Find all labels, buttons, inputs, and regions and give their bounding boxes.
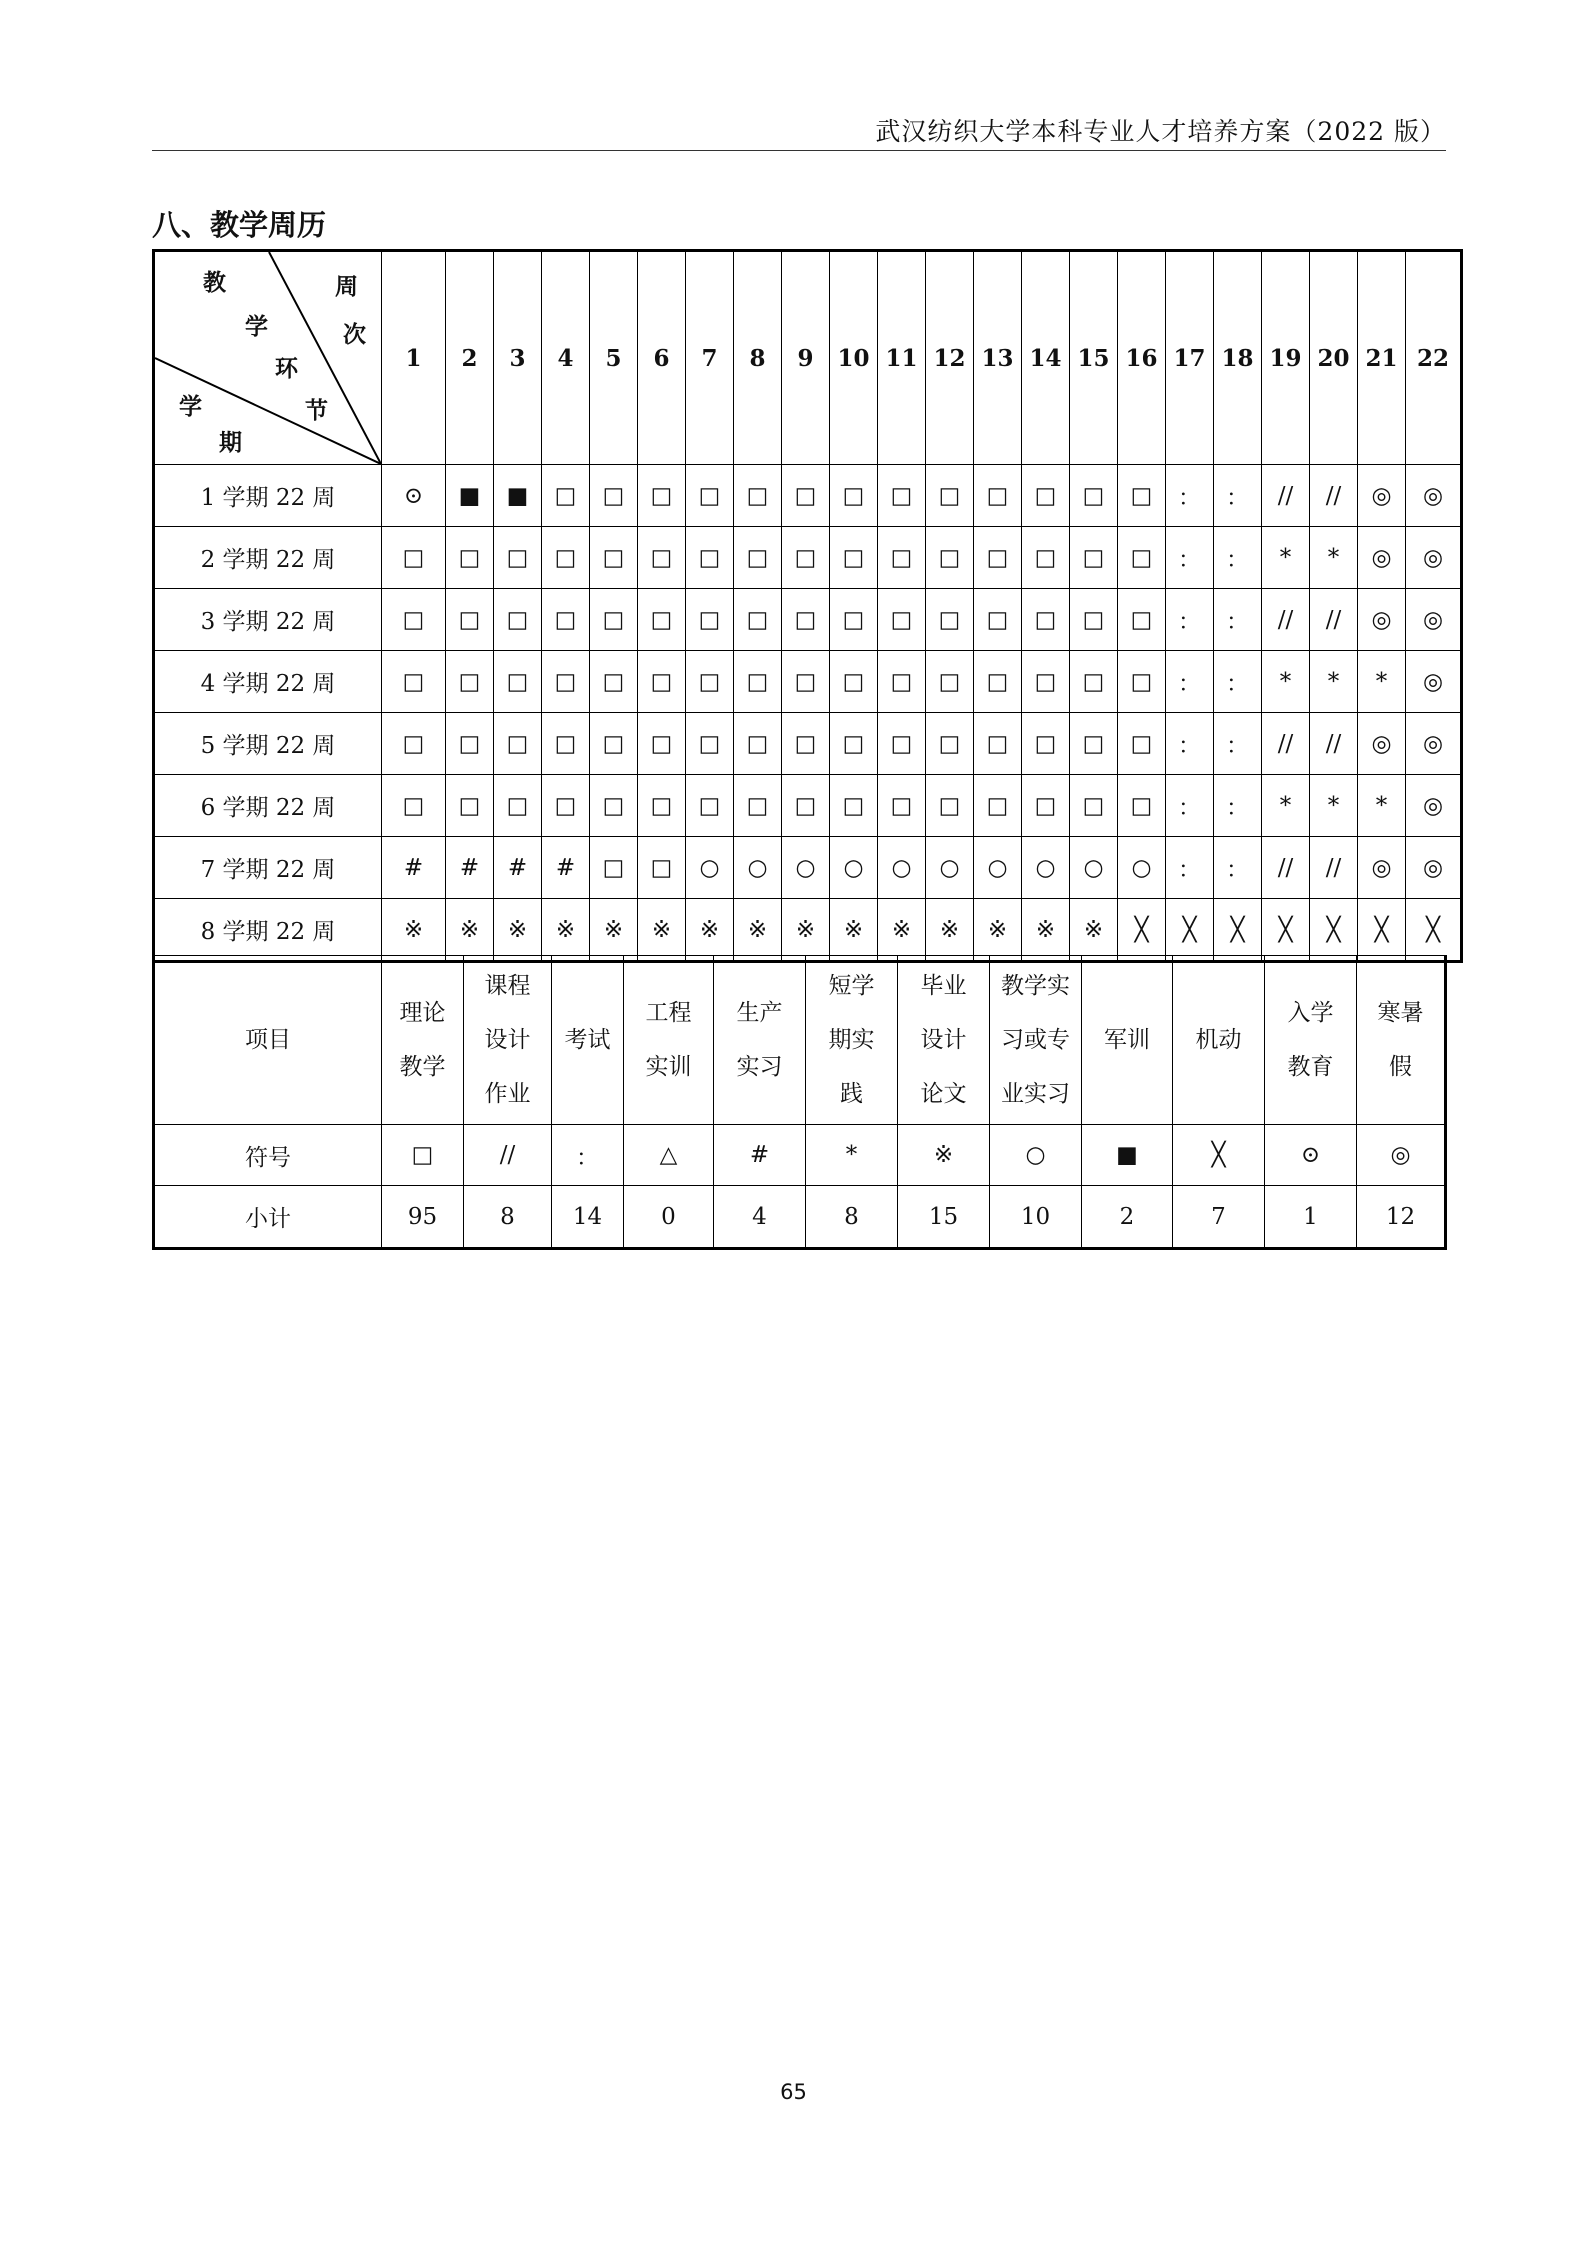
legend-item-symbol: △: [624, 1125, 714, 1186]
corner-label-char: 周: [335, 273, 358, 300]
week-number: 5: [590, 251, 638, 465]
week-activity-cell: ※: [830, 899, 878, 962]
legend-item-name-cell: [990, 956, 1082, 1125]
week-activity-cell: ※: [686, 899, 734, 962]
week-activity-cell: □: [1022, 775, 1070, 837]
week-activity-cell: □: [1022, 651, 1070, 713]
week-activity-cell: □: [830, 713, 878, 775]
week-activity-cell: ╳: [1118, 899, 1166, 962]
legend-row-label-item: 项目: [154, 956, 382, 1125]
legend-item-name: 教学实习或专业实习: [1000, 973, 1070, 1107]
week-activity-cell: *: [1310, 527, 1358, 589]
week-activity-cell: *: [1358, 775, 1406, 837]
week-activity-cell: □: [542, 527, 590, 589]
week-number: 18: [1214, 251, 1262, 465]
week-activity-cell: □: [590, 713, 638, 775]
legend-item-symbol: ：: [552, 1125, 624, 1186]
week-activity-cell: ※: [878, 899, 926, 962]
week-activity-cell: ◎: [1406, 527, 1462, 589]
week-activity-cell: ◎: [1358, 465, 1406, 527]
week-activity-cell: ◎: [1358, 589, 1406, 651]
semester-label: 3 学期 22 周: [154, 589, 382, 651]
corner-label-char: 学: [179, 393, 202, 420]
week-activity-cell: ※: [926, 899, 974, 962]
semester-rows: [154, 465, 1462, 962]
week-activity-cell: ○: [782, 837, 830, 899]
week-number: 20: [1310, 251, 1358, 465]
week-activity-cell: ※: [494, 899, 542, 962]
week-activity-cell: *: [1262, 775, 1310, 837]
week-activity-cell: □: [686, 651, 734, 713]
week-activity-cell: ※: [1022, 899, 1070, 962]
week-activity-cell: □: [926, 527, 974, 589]
week-activity-cell: □: [638, 775, 686, 837]
week-activity-cell: ※: [638, 899, 686, 962]
week-activity-cell: □: [1070, 589, 1118, 651]
legend-item-count: 4: [714, 1186, 806, 1249]
legend-item-name: 工程实训: [645, 1000, 692, 1080]
week-activity-cell: □: [1118, 651, 1166, 713]
week-activity-cell: *: [1262, 527, 1310, 589]
week-activity-cell: ◎: [1406, 713, 1462, 775]
corner-label-char: 期: [219, 429, 242, 456]
week-activity-cell: □: [590, 465, 638, 527]
week-activity-cell: □: [734, 465, 782, 527]
legend-item-name: 生产实习: [736, 1000, 783, 1080]
week-activity-cell: □: [878, 589, 926, 651]
week-number: 1: [382, 251, 446, 465]
week-activity-cell: □: [974, 775, 1022, 837]
week-activity-cell: ■: [494, 465, 542, 527]
week-activity-cell: ：: [1214, 651, 1262, 713]
corner-label-char: 学: [245, 313, 268, 340]
week-activity-cell: □: [494, 651, 542, 713]
legend-item-name: 毕业设计论文: [920, 973, 967, 1107]
week-activity-cell: ◎: [1406, 651, 1462, 713]
legend-item-count: 8: [464, 1186, 552, 1249]
week-activity-cell: □: [1070, 527, 1118, 589]
week-activity-cell: □: [1118, 465, 1166, 527]
legend-item-name-cell: [806, 956, 898, 1125]
week-activity-cell: *: [1358, 651, 1406, 713]
legend-row-label-symbol: 符号: [154, 1125, 382, 1186]
week-activity-cell: ：: [1214, 465, 1262, 527]
legend-item-symbol: ◎: [1357, 1125, 1446, 1186]
corner-label-char: 教: [203, 269, 226, 296]
semester-label: 2 学期 22 周: [154, 527, 382, 589]
semester-row: [154, 775, 1462, 837]
semester-row: [154, 527, 1462, 589]
week-activity-cell: □: [1022, 713, 1070, 775]
week-activity-cell: ◎: [1406, 775, 1462, 837]
semester-row: [154, 465, 1462, 527]
week-activity-cell: #: [542, 837, 590, 899]
teaching-calendar-table: [152, 249, 1463, 963]
document-header-title: 武汉纺织大学本科专业人才培养方案（2022 版）: [875, 117, 1446, 146]
week-activity-cell: □: [382, 713, 446, 775]
legend-item-symbol: ■: [1082, 1125, 1173, 1186]
week-activity-cell: ：: [1166, 775, 1214, 837]
week-activity-cell: □: [638, 651, 686, 713]
week-activity-cell: □: [494, 775, 542, 837]
week-activity-cell: □: [878, 651, 926, 713]
week-activity-cell: □: [382, 589, 446, 651]
week-activity-cell: □: [734, 775, 782, 837]
week-activity-cell: □: [830, 465, 878, 527]
week-activity-cell: □: [734, 713, 782, 775]
week-activity-cell: ：: [1166, 837, 1214, 899]
legend-item-count: 2: [1082, 1186, 1173, 1249]
week-activity-cell: ※: [974, 899, 1022, 962]
legend-row-label-subtotal: 小计: [154, 1186, 382, 1249]
legend-item-symbol: ⊙: [1265, 1125, 1357, 1186]
week-activity-cell: □: [638, 837, 686, 899]
legend-item-count: 15: [898, 1186, 990, 1249]
week-activity-cell: □: [926, 775, 974, 837]
legend-item-name: 考试: [564, 1027, 611, 1053]
week-activity-cell: ╳: [1214, 899, 1262, 962]
week-activity-cell: ◎: [1358, 837, 1406, 899]
legend-item-name: 理论教学: [399, 1000, 446, 1080]
week-activity-cell: □: [830, 651, 878, 713]
week-number: 19: [1262, 251, 1310, 465]
week-activity-cell: //: [1262, 837, 1310, 899]
legend-subtotal-row: [154, 1186, 1446, 1249]
legend-item-count: 95: [382, 1186, 464, 1249]
week-activity-cell: □: [590, 651, 638, 713]
week-activity-cell: ※: [1070, 899, 1118, 962]
week-activity-cell: ○: [686, 837, 734, 899]
semester-row: [154, 837, 1462, 899]
week-activity-cell: □: [782, 651, 830, 713]
week-activity-cell: ：: [1214, 775, 1262, 837]
corner-label-char: 环: [275, 355, 298, 382]
week-activity-cell: □: [542, 713, 590, 775]
week-number: 10: [830, 251, 878, 465]
week-activity-cell: □: [1070, 465, 1118, 527]
week-number: 7: [686, 251, 734, 465]
legend-item-name: 寒暑假: [1377, 1000, 1424, 1080]
week-activity-cell: ◎: [1358, 713, 1406, 775]
week-number: 8: [734, 251, 782, 465]
week-activity-cell: □: [638, 465, 686, 527]
week-activity-cell: □: [542, 651, 590, 713]
legend-item-name: 军训: [1103, 1027, 1150, 1053]
week-activity-cell: □: [494, 713, 542, 775]
week-number: 17: [1166, 251, 1214, 465]
semester-row: [154, 589, 1462, 651]
legend-symbol-row: [154, 1125, 1446, 1186]
week-activity-cell: □: [686, 527, 734, 589]
semester-label: 4 学期 22 周: [154, 651, 382, 713]
week-activity-cell: □: [782, 775, 830, 837]
week-number: 11: [878, 251, 926, 465]
legend-item-name-cell: [382, 956, 464, 1125]
week-number: 3: [494, 251, 542, 465]
legend-item-name-cell: [624, 956, 714, 1125]
week-activity-cell: ○: [1070, 837, 1118, 899]
week-activity-cell: //: [1262, 713, 1310, 775]
legend-item-name: 机动: [1195, 1027, 1242, 1053]
week-activity-cell: ：: [1214, 713, 1262, 775]
week-activity-cell: □: [446, 713, 494, 775]
week-activity-cell: □: [734, 589, 782, 651]
week-activity-cell: □: [1070, 713, 1118, 775]
legend-item-name-cell: [464, 956, 552, 1125]
week-activity-cell: //: [1310, 589, 1358, 651]
week-activity-cell: ◎: [1406, 837, 1462, 899]
diagonal-header-cell: [154, 251, 382, 465]
week-activity-cell: ※: [590, 899, 638, 962]
week-activity-cell: ※: [782, 899, 830, 962]
week-activity-cell: #: [382, 837, 446, 899]
week-number: 22: [1406, 251, 1462, 465]
week-activity-cell: ○: [830, 837, 878, 899]
legend-item-symbol: ○: [990, 1125, 1082, 1186]
week-activity-cell: ○: [926, 837, 974, 899]
week-activity-cell: ○: [878, 837, 926, 899]
week-activity-cell: □: [686, 465, 734, 527]
week-activity-cell: □: [974, 527, 1022, 589]
week-activity-cell: ：: [1214, 527, 1262, 589]
week-activity-cell: □: [926, 465, 974, 527]
week-activity-cell: □: [1022, 589, 1070, 651]
week-activity-cell: //: [1310, 713, 1358, 775]
legend-table: [152, 955, 1447, 1250]
semester-label: 7 学期 22 周: [154, 837, 382, 899]
week-activity-cell: □: [686, 775, 734, 837]
legend-item-name: 入学教育: [1287, 1000, 1334, 1080]
legend-item-name-cell: [898, 956, 990, 1125]
week-activity-cell: □: [382, 527, 446, 589]
week-activity-cell: □: [830, 527, 878, 589]
week-activity-cell: □: [878, 775, 926, 837]
week-activity-cell: □: [638, 527, 686, 589]
week-activity-cell: □: [446, 589, 494, 651]
corner-label-char: 次: [343, 321, 366, 348]
week-activity-cell: ：: [1166, 589, 1214, 651]
week-activity-cell: *: [1310, 651, 1358, 713]
semester-row: [154, 651, 1462, 713]
semester-label: 5 学期 22 周: [154, 713, 382, 775]
week-activity-cell: □: [638, 713, 686, 775]
legend-item-symbol: //: [464, 1125, 552, 1186]
legend-item-count: 14: [552, 1186, 624, 1249]
week-activity-cell: □: [382, 775, 446, 837]
week-activity-cell: □: [830, 775, 878, 837]
week-activity-cell: □: [638, 589, 686, 651]
week-number: 6: [638, 251, 686, 465]
week-activity-cell: □: [782, 589, 830, 651]
week-activity-cell: □: [494, 527, 542, 589]
week-activity-cell: ╳: [1310, 899, 1358, 962]
week-number: 2: [446, 251, 494, 465]
week-activity-cell: □: [1118, 775, 1166, 837]
legend-item-name: 课程设计作业: [484, 973, 531, 1107]
legend-item-count: 10: [990, 1186, 1082, 1249]
week-activity-cell: ╳: [1406, 899, 1462, 962]
week-number: 15: [1070, 251, 1118, 465]
semester-row: [154, 899, 1462, 962]
week-activity-cell: □: [974, 713, 1022, 775]
week-activity-cell: □: [878, 465, 926, 527]
week-activity-cell: □: [926, 651, 974, 713]
week-activity-cell: ※: [542, 899, 590, 962]
week-activity-cell: ╳: [1358, 899, 1406, 962]
week-activity-cell: ○: [1118, 837, 1166, 899]
week-activity-cell: □: [830, 589, 878, 651]
week-activity-cell: □: [1022, 527, 1070, 589]
header-divider: [152, 150, 1446, 151]
calendar-header-row: [154, 251, 1462, 465]
week-activity-cell: ※: [734, 899, 782, 962]
week-activity-cell: ○: [734, 837, 782, 899]
week-activity-cell: □: [686, 713, 734, 775]
week-activity-cell: □: [734, 527, 782, 589]
legend-item-name-cell: [1173, 956, 1265, 1125]
week-activity-cell: □: [542, 589, 590, 651]
legend-item-name: 短学期实践: [828, 973, 875, 1107]
week-activity-cell: □: [1118, 589, 1166, 651]
week-activity-cell: ○: [1022, 837, 1070, 899]
week-activity-cell: ※: [382, 899, 446, 962]
week-activity-cell: *: [1310, 775, 1358, 837]
week-number: 4: [542, 251, 590, 465]
week-activity-cell: □: [590, 589, 638, 651]
week-activity-cell: □: [974, 465, 1022, 527]
week-activity-cell: ：: [1214, 837, 1262, 899]
week-activity-cell: □: [446, 775, 494, 837]
week-activity-cell: □: [590, 837, 638, 899]
week-activity-cell: //: [1310, 837, 1358, 899]
week-activity-cell: #: [446, 837, 494, 899]
week-activity-cell: □: [1070, 651, 1118, 713]
week-activity-cell: *: [1262, 651, 1310, 713]
week-activity-cell: □: [878, 527, 926, 589]
week-activity-cell: □: [878, 713, 926, 775]
week-activity-cell: ◎: [1358, 527, 1406, 589]
legend-item-symbol: #: [714, 1125, 806, 1186]
week-activity-cell: ⊙: [382, 465, 446, 527]
week-activity-cell: □: [926, 713, 974, 775]
week-activity-cell: □: [734, 651, 782, 713]
legend-item-symbol: ╳: [1173, 1125, 1265, 1186]
week-activity-cell: □: [446, 651, 494, 713]
week-activity-cell: □: [590, 775, 638, 837]
week-number: 9: [782, 251, 830, 465]
week-activity-cell: ：: [1166, 527, 1214, 589]
legend-item-count: 0: [624, 1186, 714, 1249]
legend-item-count: 12: [1357, 1186, 1446, 1249]
week-activity-cell: ○: [974, 837, 1022, 899]
week-activity-cell: ：: [1214, 589, 1262, 651]
week-activity-cell: ※: [446, 899, 494, 962]
legend-item-name-cell: [552, 956, 624, 1125]
week-activity-cell: □: [494, 589, 542, 651]
week-activity-cell: □: [542, 465, 590, 527]
week-number: 14: [1022, 251, 1070, 465]
week-activity-cell: ：: [1166, 651, 1214, 713]
week-activity-cell: #: [494, 837, 542, 899]
week-activity-cell: □: [1070, 775, 1118, 837]
legend-item-symbol: □: [382, 1125, 464, 1186]
week-activity-cell: □: [782, 465, 830, 527]
semester-label: 8 学期 22 周: [154, 899, 382, 962]
week-activity-cell: □: [974, 651, 1022, 713]
week-activity-cell: □: [590, 527, 638, 589]
week-activity-cell: □: [446, 527, 494, 589]
week-number: 12: [926, 251, 974, 465]
week-activity-cell: ╳: [1262, 899, 1310, 962]
semester-label: 6 学期 22 周: [154, 775, 382, 837]
semester-row: [154, 713, 1462, 775]
week-activity-cell: //: [1262, 465, 1310, 527]
legend-item-name-cell: [1357, 956, 1446, 1125]
legend-item-count: 8: [806, 1186, 898, 1249]
week-number: 21: [1358, 251, 1406, 465]
week-activity-cell: //: [1262, 589, 1310, 651]
week-activity-cell: ■: [446, 465, 494, 527]
week-number: 13: [974, 251, 1022, 465]
week-activity-cell: ╳: [1166, 899, 1214, 962]
legend-item-name-cell: [1082, 956, 1173, 1125]
corner-label-char: 节: [305, 397, 328, 424]
week-activity-cell: □: [686, 589, 734, 651]
legend-item-name-cell: [1265, 956, 1357, 1125]
section-title: 八、教学周历: [152, 208, 327, 242]
week-activity-cell: □: [542, 775, 590, 837]
week-number: 16: [1118, 251, 1166, 465]
legend-item-symbol: *: [806, 1125, 898, 1186]
week-activity-cell: □: [926, 589, 974, 651]
week-activity-cell: ：: [1166, 713, 1214, 775]
week-activity-cell: ◎: [1406, 589, 1462, 651]
week-activity-cell: □: [382, 651, 446, 713]
week-activity-cell: □: [974, 589, 1022, 651]
week-activity-cell: ◎: [1406, 465, 1462, 527]
legend-item-symbol: ※: [898, 1125, 990, 1186]
legend-item-count: 1: [1265, 1186, 1357, 1249]
legend-item-name-cell: [714, 956, 806, 1125]
week-activity-cell: //: [1310, 465, 1358, 527]
page-number: 65: [780, 2080, 807, 2104]
semester-label: 1 学期 22 周: [154, 465, 382, 527]
week-activity-cell: □: [1022, 465, 1070, 527]
week-activity-cell: □: [782, 527, 830, 589]
week-activity-cell: □: [1118, 527, 1166, 589]
week-activity-cell: ：: [1166, 465, 1214, 527]
legend-item-row: [154, 956, 1446, 1125]
week-activity-cell: □: [782, 713, 830, 775]
week-activity-cell: □: [1118, 713, 1166, 775]
legend-item-count: 7: [1173, 1186, 1265, 1249]
